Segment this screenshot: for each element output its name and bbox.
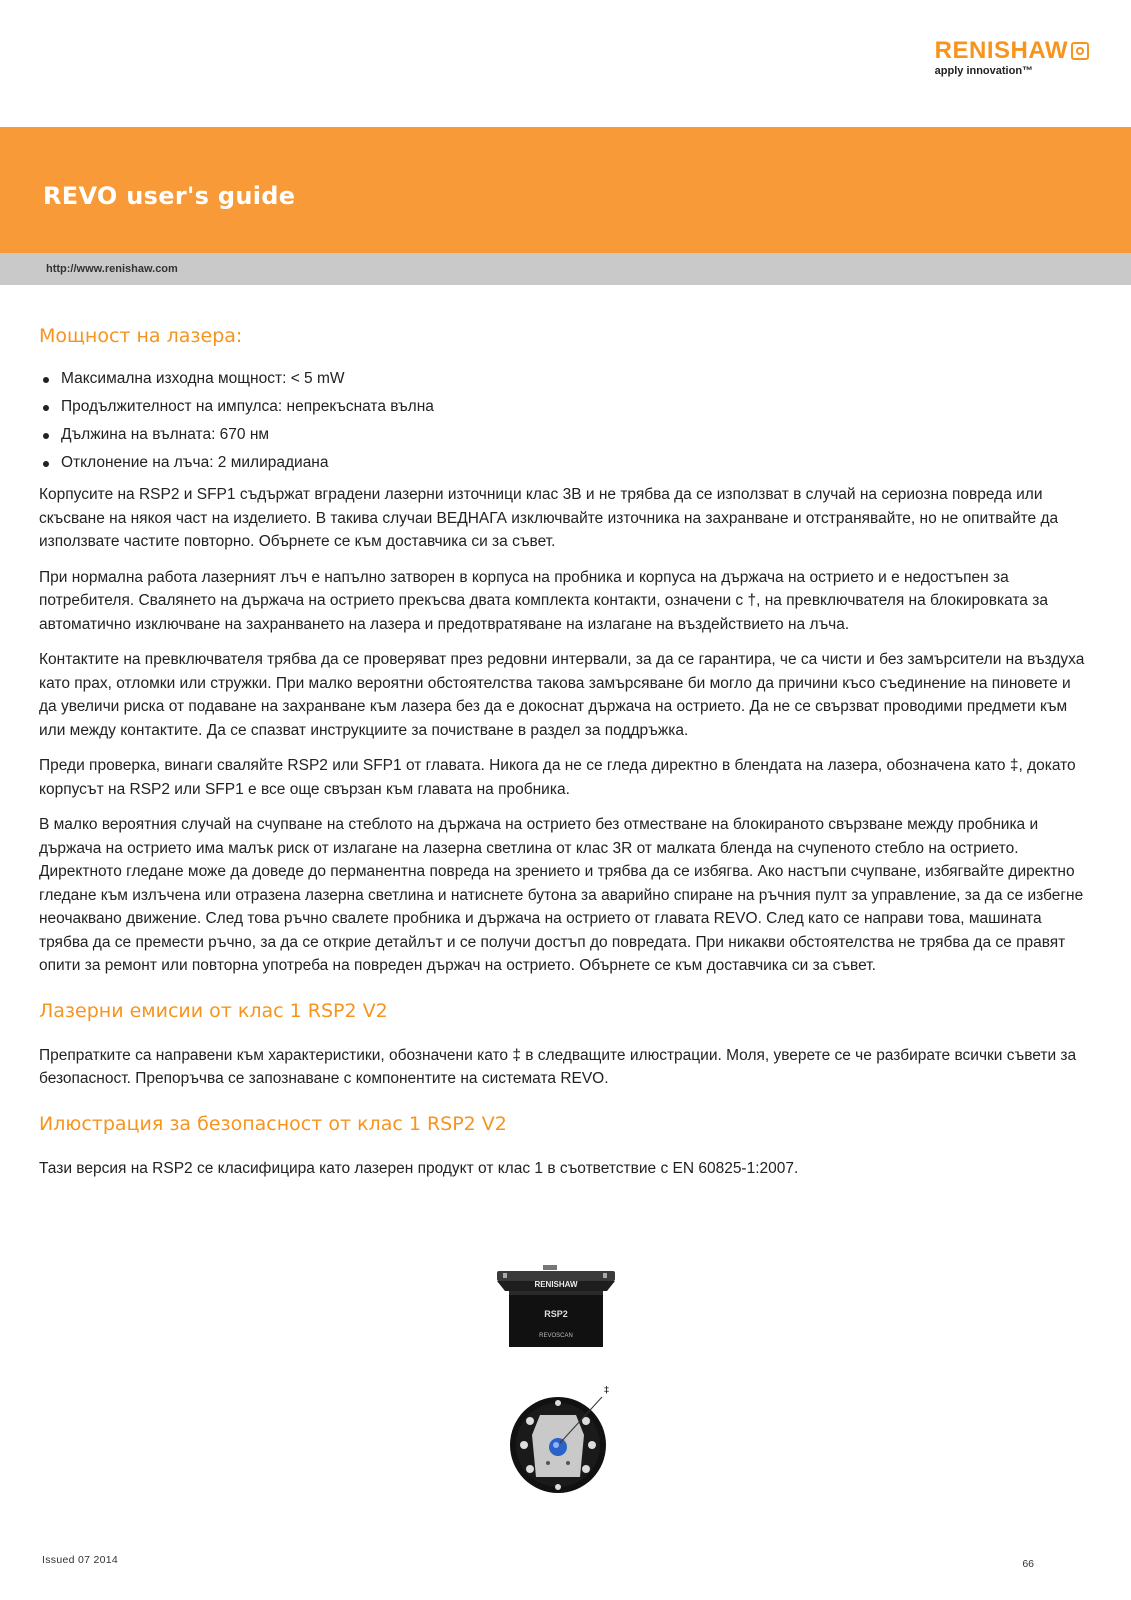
rsp2-brand-label: RENISHAW (534, 1280, 578, 1289)
paragraph: Контактите на превключвателя трябва да се проверяват през редовни интервали, за да се гарантира, че са чисти и без замърсители на въздуха като прах, отломки или стружки. При малко вероятни обстоятелства такова замърсяване би могло да причини късо съединение на пиновете и да увеличи риска от подаване на захранване към лазера без да е докоснат държача на острието. Да не се свързват проводими предмети към или между контактите. Да се спазват инструкциите за почистване в раздел за поддръжка. (39, 651, 1085, 739)
paragraph: В малко вероятния случай на счупване на стеблото на държача на острието без отместване на блокираното свързване между пробника и държача на острието има малък риск от излагане на лазерна светлина от клас 3R от малката бленда на счупеното стебло на острието. Директното гледане може да доведе до перманентна повреда на зрението и трябва да се избягва. Ако настъпи счупване, избягвайте директно гледане към излъчена или отразена лазерна светлина и натиснете бутона за аварийно спиране на ръчния пулт за управление, за да се избегне неочаквано движение. След това ръчно свалете пробника и държача на острието от главата REVO. След като се направи това, машината трябва да се премести ръчно, за да се открие детайлът и се получи достъп до повредата. При никакви обстоятелства не трябва да се правят опити за ремонт или повторна употреба на повреден държач на острието. Обърнете се към доставчика си за съвет. (39, 816, 1084, 974)
rsp2-model-label: RSP2 (544, 1309, 568, 1319)
rsp2-top-view-image (510, 1381, 620, 1497)
logo-tagline: apply innovation™ (934, 65, 1034, 77)
logo-wordmark (935, 38, 1089, 64)
main-content (39, 325, 1089, 1192)
document-title: REVO user's guide (43, 182, 296, 210)
url-bar (0, 253, 1131, 285)
paragraph: Преди проверка, винаги сваляйте RSP2 или SFP1 от главата. Никога да не се гледа директно в блендата на лазера, обозначена като ‡, докато корпусът на RSP2 или SFP1 е все още свързан към главата на пробника. (39, 757, 1076, 798)
paragraph: Корпусите на RSP2 и SFP1 съдържат вградени лазерни източници клас 3B и не трябва да се използват в случай на сериозна повреда или скъсване на някоя част на изделието. В такива случаи ВЕДНАГА изключвайте източника на захранване и отстранявайте, но не опитвайте да използвате частите повторно. Обърнете се към доставчика си за съвет. (39, 486, 1059, 550)
list-item: Продължителност на импулса: непрекъсната вълна (39, 393, 1089, 421)
logo-text: RENISHAW (934, 37, 1068, 64)
laser-specs-list (39, 365, 1089, 477)
renishaw-mark-icon (1071, 42, 1089, 60)
rsp2-side-view-image (495, 1265, 617, 1351)
paragraph: При нормална работа лазерният лъч е напълно затворен в корпуса на пробника и корпуса на държача на острието и е недостъпен за потребителя. Свалянето на държача на острието прекъсва двата комплекта контакти, означени с †, на превключвателя на блокировката за автоматично изключване на захранването на лазера и предотвратяване на излагане на въздействието на лъча. (39, 568, 1048, 633)
laser-aperture-marker: ‡ (604, 1385, 609, 1396)
list-item: Дължина на вълната: 670 нм (39, 421, 1089, 449)
paragraph: Препратките са направени към характеристики, обозначени като ‡ в следващите илюстрации. Моля, уверете се че разбирате всички съвети за безопасност. Препоръчва се запознаване с компонентите на системата REVO. (39, 1046, 1077, 1087)
heading-class1-emissions: Лазерни емисии от клас 1 RSP2 V2 (39, 999, 388, 1022)
site-url[interactable]: http://www.renishaw.com (46, 263, 178, 275)
renishaw-logo (935, 38, 1089, 77)
title-banner (0, 127, 1131, 253)
page-number: 66 (1022, 1558, 1034, 1570)
list-item: Максимална изходна мощност: < 5 mW (39, 365, 1089, 393)
rsp2-product-label: REVOSCAN (539, 1333, 573, 1339)
heading-laser-power: Мощност на лазера: (39, 325, 243, 347)
paragraph: Тази версия на RSP2 се класифицира като лазерен продукт от клас 1 в съответствие с EN 60825-1:2007. (39, 1159, 799, 1177)
footer-issued: Issued 07 2014 (42, 1554, 119, 1566)
list-item: Отклонение на лъча: 2 милирадиана (39, 449, 1089, 477)
heading-class1-illustration: Илюстрация за безопасност от клас 1 RSP2 V2 (39, 1112, 507, 1135)
